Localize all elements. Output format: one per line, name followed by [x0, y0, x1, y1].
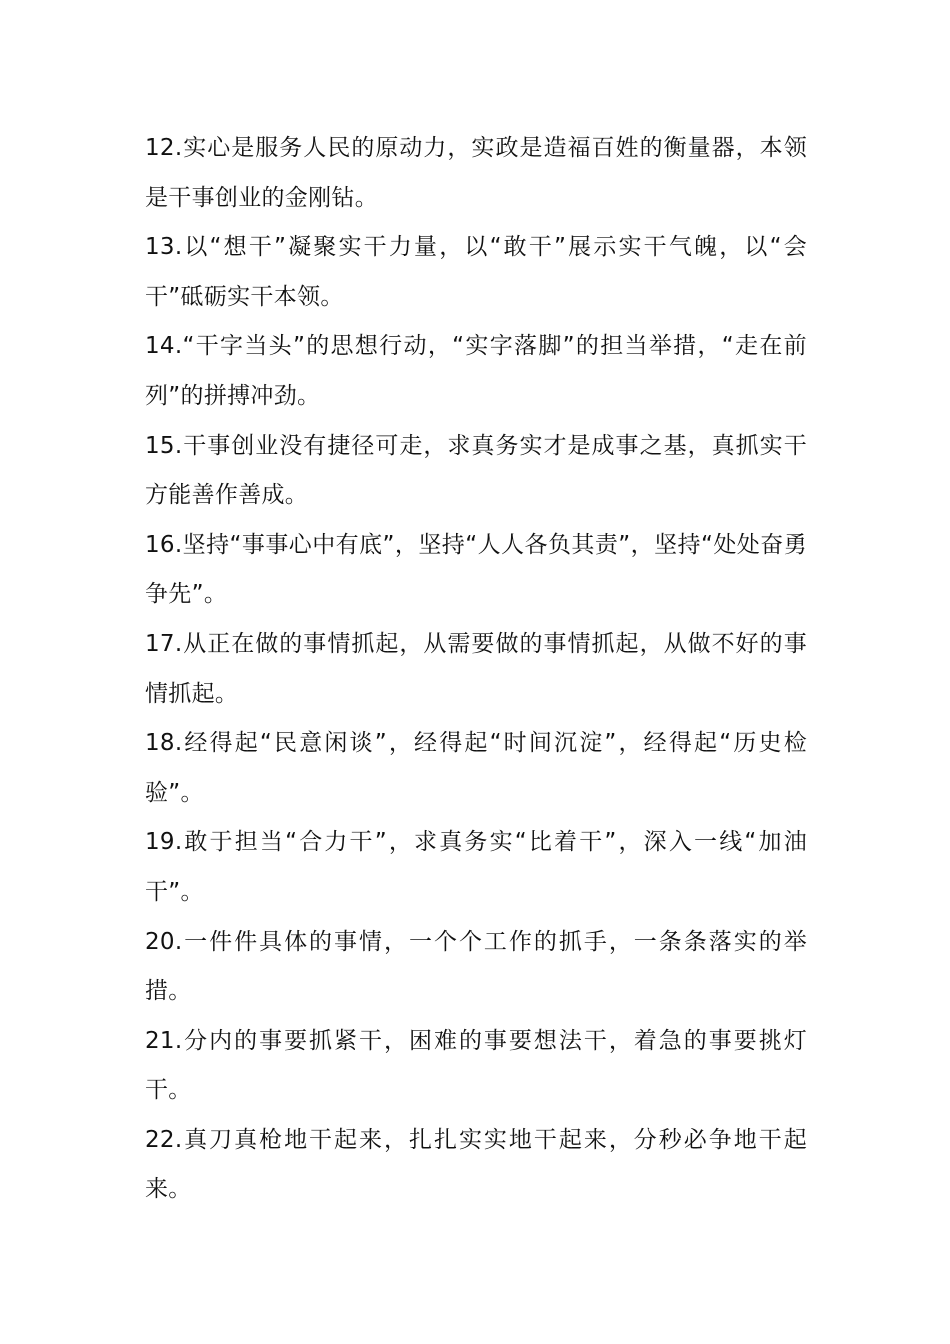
list-item: 13.以“想干”凝聚实干力量，以“敢干”展示实干气魄，以“会干”砥砺实干本领。 — [145, 234, 807, 310]
list-item: 20.一件件具体的事情，一个个工作的抓手，一条条落实的举措。 — [145, 928, 807, 1005]
list-item: 12.实心是服务人民的原动力，实政是造福百姓的衡量器，本领是干事创业的金刚钻。 — [145, 135, 807, 211]
list-item: 19.敢于担当“合力干”，求真务实“比着干”，深入一线“加油干”。 — [145, 829, 807, 905]
document-body — [145, 124, 807, 1215]
list-item: 14.“干字当头”的思想行动，“实字落脚”的担当举措，“走在前列”的拼搏冲劲。 — [145, 333, 807, 409]
list-item: 16.坚持“事事心中有底”，坚持“人人各负其责”，坚持“处处奋勇争先”。 — [145, 531, 807, 608]
list-item: 17.从正在做的事情抓起，从需要做的事情抓起，从做不好的事情抓起。 — [145, 630, 807, 707]
list-item: 22.真刀真枪地干起来，扎扎实实地干起来，分秒必争地干起来。 — [145, 1126, 807, 1203]
list-item: 15.干事创业没有捷径可走，求真务实才是成事之基，真抓实干方能善作善成。 — [145, 432, 807, 509]
list-item: 21.分内的事要抓紧干，困难的事要想法干，着急的事要挑灯干。 — [145, 1027, 807, 1104]
list-item: 18.经得起“民意闲谈”，经得起“时间沉淀”，经得起“历史检验”。 — [145, 730, 807, 806]
